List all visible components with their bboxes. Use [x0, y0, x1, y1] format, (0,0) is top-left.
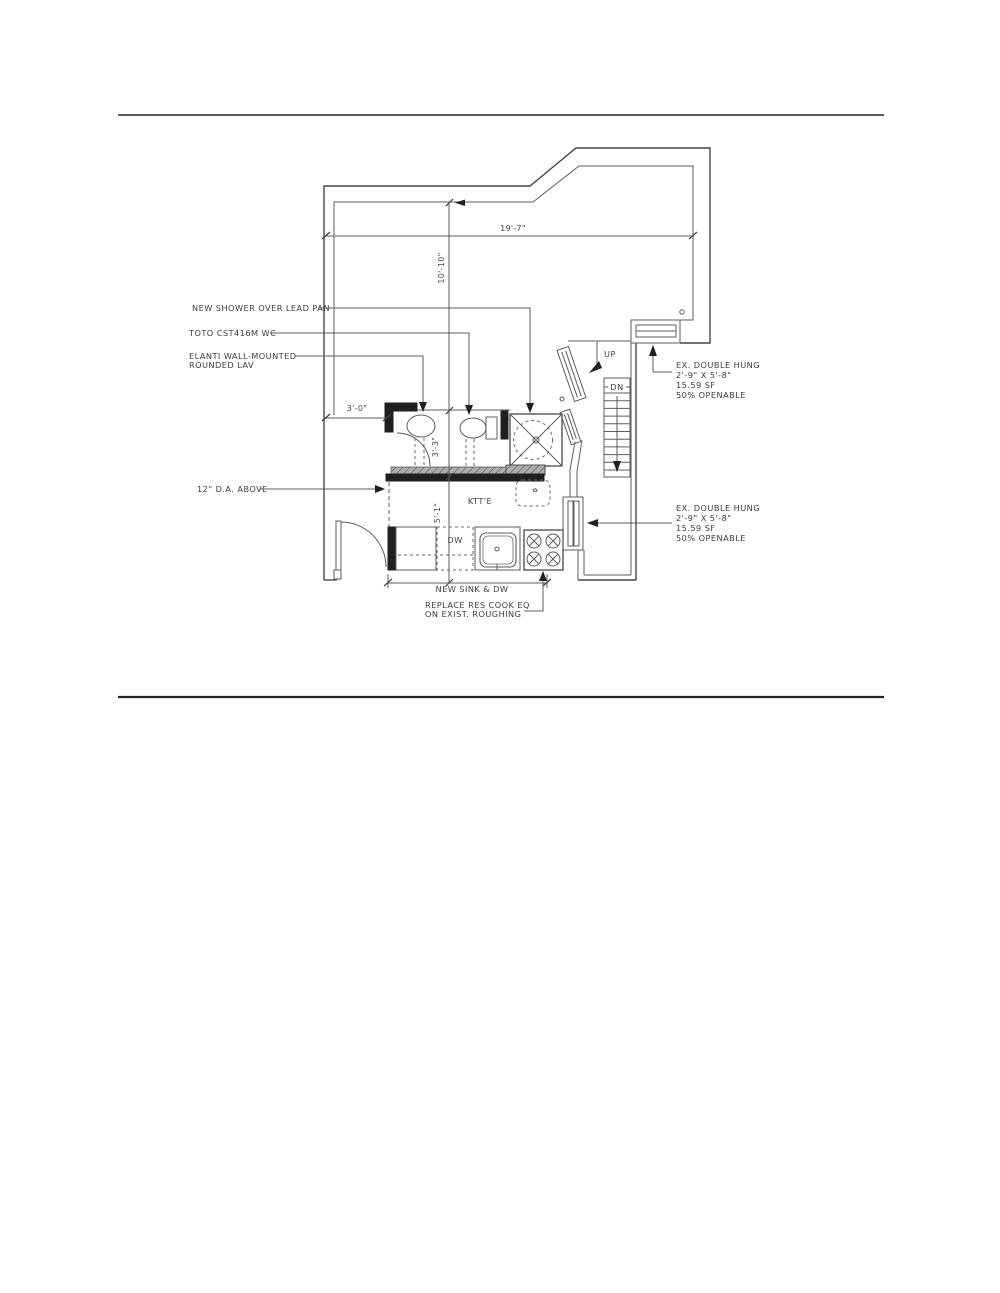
cook-label-line2: ON EXIST. ROUGHING — [425, 609, 522, 619]
dimension-overall-width — [322, 224, 697, 239]
stair-up-arrow — [589, 342, 616, 373]
wall-stub — [501, 411, 508, 439]
toilet-label: TOTO CST416M WC — [189, 328, 277, 338]
annotation-duct — [197, 484, 385, 494]
duct-label: 12" D.A. ABOVE — [197, 484, 268, 494]
sink — [475, 527, 520, 570]
toilet-tank — [486, 417, 497, 439]
dishwasher-box — [437, 527, 473, 570]
counter-strip — [386, 465, 545, 481]
lav-label-line1: ELANTI WALL-MOUNTED — [189, 351, 297, 361]
kitchen-entry-door — [334, 521, 386, 579]
lav-label-line2: ROUNDED LAV — [189, 360, 255, 370]
dim-kitchen-depth-text: 5'-1" — [433, 502, 442, 524]
bath-door-arc — [397, 433, 430, 466]
window-lower-line1: EX. DOUBLE HUNG — [676, 503, 761, 513]
window-upper-line4: 50% OPENABLE — [676, 390, 746, 400]
bathroom — [385, 403, 562, 466]
dim-overall-width-text: 19'-7" — [500, 224, 526, 233]
cooktop — [524, 530, 563, 570]
wall-symbol-circle-stair — [560, 397, 564, 401]
sink-dw-label: NEW SINK & DW — [435, 584, 509, 594]
shower-label: NEW SHOWER OVER LEAD PAN — [192, 303, 330, 313]
stair-down-label: DN — [610, 382, 624, 392]
lavatory — [407, 415, 435, 437]
wall-segment-counter-end — [388, 527, 396, 570]
cook-label-line1: REPLACE RES COOK EQ — [425, 600, 530, 610]
shower — [510, 414, 562, 466]
diagonal-window-b — [560, 409, 581, 444]
window-upper-line3: 15.59 SF — [676, 380, 716, 390]
window-lower-line3: 15.59 SF — [676, 523, 716, 533]
stair-hall-walls — [568, 341, 636, 580]
window-upper-symbol — [631, 320, 680, 343]
window-upper-line1: EX. DOUBLE HUNG — [676, 360, 761, 370]
stair-up-label: UP — [604, 349, 616, 359]
window-upper-line2: 2'-9" X 5'-8" — [676, 370, 732, 380]
diagonal-window-a — [557, 347, 586, 402]
wall-symbol-circle-upper — [680, 310, 684, 314]
outer-wall — [324, 148, 710, 580]
toilet — [460, 418, 486, 438]
dashed-appliance — [516, 480, 550, 506]
kitchenette-label: KTT'E — [467, 496, 493, 506]
window-lower-symbol — [563, 497, 583, 550]
dim-room-depth-text: 10'-10" — [437, 252, 446, 284]
annotation-toilet — [188, 328, 473, 415]
annotation-window-upper — [649, 345, 760, 400]
staircase-down — [604, 378, 630, 477]
inner-wall — [334, 166, 693, 415]
dim-bath-entry-text: 3'-0" — [346, 404, 368, 413]
dimension-bath-entry — [322, 404, 391, 421]
base-cabinet — [396, 527, 436, 570]
dim-bath-depth-text: 3'-3" — [431, 436, 440, 458]
dishwasher-label: DW — [447, 535, 463, 545]
window-lower-line2: 2'-9" X 5'-8" — [676, 513, 732, 523]
annotation-window-lower — [587, 503, 760, 543]
window-lower-line4: 50% OPENABLE — [676, 533, 746, 543]
annotation-cook — [425, 571, 547, 619]
annotation-sink-dw — [436, 584, 509, 594]
